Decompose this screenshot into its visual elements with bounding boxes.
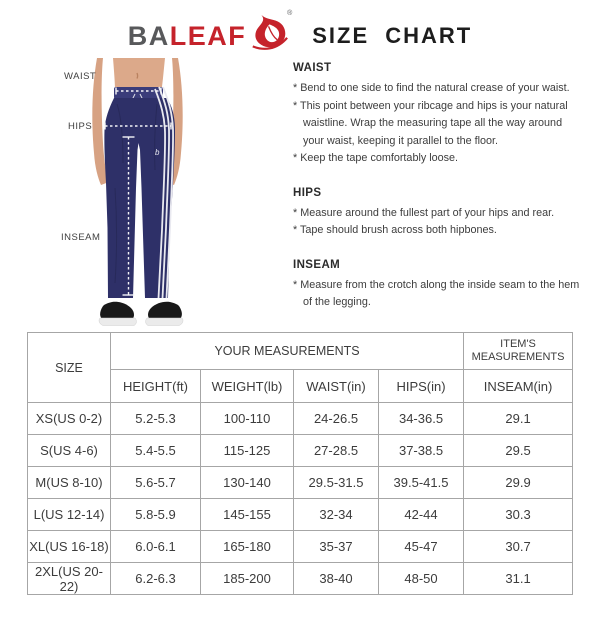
- figure-waist-label: WAIST: [64, 71, 97, 82]
- hips-bullet: * Tape should brush across both hipbones.: [293, 224, 497, 236]
- torso: [113, 58, 165, 88]
- waist-section-heading: WAIST: [293, 62, 332, 74]
- hips-cell: 45-47: [379, 531, 464, 563]
- brand-wordmark: [127, 20, 247, 51]
- height-cell: 6.2-6.3: [111, 563, 201, 595]
- inseam-section: [293, 259, 585, 312]
- height-cell: 5.2-5.3: [111, 403, 201, 435]
- hips-section: [293, 187, 585, 240]
- hips-cell: 37-38.5: [379, 435, 464, 467]
- waist-section: [293, 62, 585, 168]
- inseam-cell: 29.5: [464, 435, 573, 467]
- leaf-icon-svg: [248, 10, 293, 55]
- inseam-cell: 29.9: [464, 467, 573, 499]
- brand-ba: BA: [127, 20, 170, 51]
- inseam-bullet: * Measure from the crotch along the inside seam to the hem of the legging.: [293, 278, 580, 308]
- items-measurements-header: ITEM'S MEASUREMENTS: [464, 333, 573, 370]
- inseam-section-heading: INSEAM: [293, 258, 341, 271]
- table-row: [28, 499, 573, 531]
- registered-mark: ®: [287, 10, 293, 17]
- table-group-header-row: [28, 333, 573, 370]
- figure-hips-label: HIPS: [68, 121, 93, 132]
- figure-inseam-label: INSEAM: [61, 232, 101, 243]
- height-cell: 5.8-5.9: [111, 499, 201, 531]
- size-cell: XL(US 16-18): [28, 531, 111, 563]
- inseam-cell: 31.1: [464, 563, 573, 595]
- size-cell: XS(US 0-2): [28, 403, 111, 435]
- size-cell: L(US 12-14): [28, 499, 111, 531]
- weight-column-header: WEIGHT(lb): [201, 370, 294, 403]
- hips-cell: 48-50: [379, 563, 464, 595]
- your-measurements-header: YOUR MEASUREMENTS: [111, 333, 464, 370]
- waist-bullet: * Bend to one side to find the natural crease of your waist.: [293, 82, 570, 94]
- size-cell: 2XL(US 20-22): [28, 563, 111, 595]
- hips-section-heading: HIPS: [293, 186, 322, 199]
- sneakers: [99, 302, 183, 326]
- size-cell: S(US 4-6): [28, 435, 111, 467]
- waist-cell: 24-26.5: [294, 403, 379, 435]
- inseam-cell: 30.7: [464, 531, 573, 563]
- weight-cell: 165-180: [201, 531, 294, 563]
- size-cell: M(US 8-10): [28, 467, 111, 499]
- weight-cell: 145-155: [201, 499, 294, 531]
- height-cell: 6.0-6.1: [111, 531, 201, 563]
- page-title: SIZE CHART: [312, 23, 473, 48]
- table-row: [28, 531, 573, 563]
- waist-cell: 32-34: [294, 499, 379, 531]
- table-row: [28, 435, 573, 467]
- hips-cell: 34-36.5: [379, 403, 464, 435]
- waist-bullet: * This point between your ribcage and hips is your natural waistline. Wrap the measuring tape all the way around your waist, keeping it parallel to the floor.: [293, 99, 568, 147]
- weight-cell: 115-125: [201, 435, 294, 467]
- measuring-instructions: [293, 62, 585, 331]
- hips-bullet: * Measure around the fullest part of your hips and rear.: [293, 206, 555, 219]
- table-row: [28, 467, 573, 499]
- pants-brand-mark: b: [155, 148, 160, 157]
- waist-column-header: WAIST(in): [294, 370, 379, 403]
- inseam-cell: 29.1: [464, 403, 573, 435]
- inseam-column-header: INSEAM(in): [464, 370, 573, 403]
- header: [0, 12, 600, 60]
- waist-cell: 35-37: [294, 531, 379, 563]
- weight-cell: 185-200: [201, 563, 294, 595]
- waist-bullet: * Keep the tape comfortably loose.: [293, 152, 459, 164]
- inseam-cell: 30.3: [464, 499, 573, 531]
- height-cell: 5.4-5.5: [111, 435, 201, 467]
- waist-cell: 38-40: [294, 563, 379, 595]
- hips-cell: 42-44: [379, 499, 464, 531]
- pants-measurement-figure: [45, 58, 290, 330]
- height-cell: 5.6-5.7: [111, 467, 201, 499]
- hips-cell: 39.5-41.5: [379, 467, 464, 499]
- table-row: [28, 403, 573, 435]
- height-column-header: HEIGHT(ft): [111, 370, 201, 403]
- table-row: [28, 563, 573, 595]
- weight-cell: 130-140: [201, 467, 294, 499]
- size-column-header: SIZE: [28, 333, 111, 403]
- pants-illustration: [45, 58, 290, 330]
- size-chart-table: [27, 332, 573, 595]
- brand-leaf: LEAF: [169, 20, 247, 51]
- waist-cell: 27-28.5: [294, 435, 379, 467]
- weight-cell: 100-110: [201, 403, 294, 435]
- hips-column-header: HIPS(in): [379, 370, 464, 403]
- baleaf-leaf-icon: [248, 10, 293, 55]
- waist-cell: 29.5-31.5: [294, 467, 379, 499]
